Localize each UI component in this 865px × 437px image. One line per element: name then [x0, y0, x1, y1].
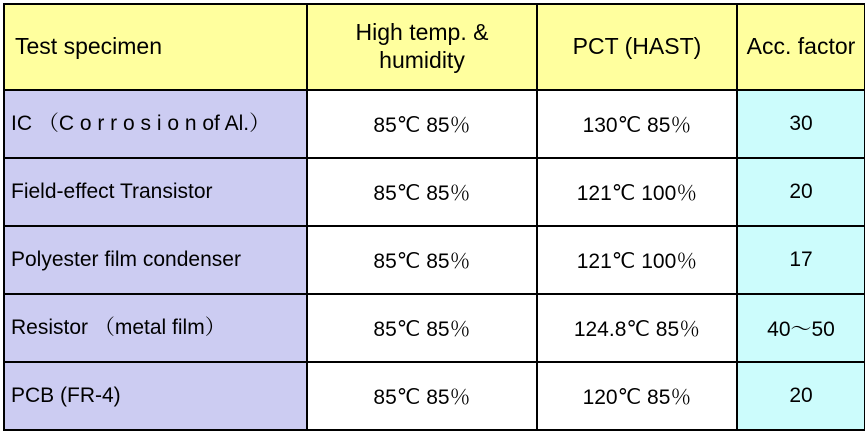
column-header-test-specimen: Test specimen: [4, 4, 307, 90]
acceleration-factor-table: [3, 3, 865, 431]
cell-high-temp-humidity: 85℃ 85％: [307, 226, 537, 294]
cell-acc-factor: 30: [737, 90, 865, 158]
cell-test-specimen: Resistor （metal film）: [4, 294, 307, 362]
column-header-pct-hast: PCT (HAST): [537, 4, 737, 90]
cell-high-temp-humidity: 85℃ 85％: [307, 90, 537, 158]
cell-test-specimen: Field-effect Transistor: [4, 158, 307, 226]
cell-acc-factor: 20: [737, 158, 865, 226]
cell-acc-factor: 17: [737, 226, 865, 294]
table-row: [4, 226, 865, 294]
cell-pct-hast: 130℃ 85％: [537, 90, 737, 158]
cell-test-specimen: IC （C o r r o s i o n of Al.）: [4, 90, 307, 158]
cell-high-temp-humidity: 85℃ 85％: [307, 158, 537, 226]
cell-acc-factor: 40～50: [737, 294, 865, 362]
cell-pct-hast: 124.8℃ 85％: [537, 294, 737, 362]
cell-pct-hast: 120℃ 85％: [537, 362, 737, 430]
cell-pct-hast: 121℃ 100％: [537, 226, 737, 294]
table-row: [4, 294, 865, 362]
cell-test-specimen: Polyester film condenser: [4, 226, 307, 294]
cell-high-temp-humidity: 85℃ 85％: [307, 294, 537, 362]
cell-pct-hast: 121℃ 100％: [537, 158, 737, 226]
cell-high-temp-humidity: 85℃ 85％: [307, 362, 537, 430]
table-row: [4, 362, 865, 430]
table-row: [4, 158, 865, 226]
acceleration-factor-table-container: [0, 3, 865, 437]
cell-acc-factor: 20: [737, 362, 865, 430]
table-row: [4, 90, 865, 158]
column-header-acc-factor: Acc. factor: [737, 4, 865, 90]
cell-test-specimen: PCB (FR-4): [4, 362, 307, 430]
column-header-high-temp-humidity: High temp. & humidity: [307, 4, 537, 90]
table-header-row: [4, 4, 865, 90]
